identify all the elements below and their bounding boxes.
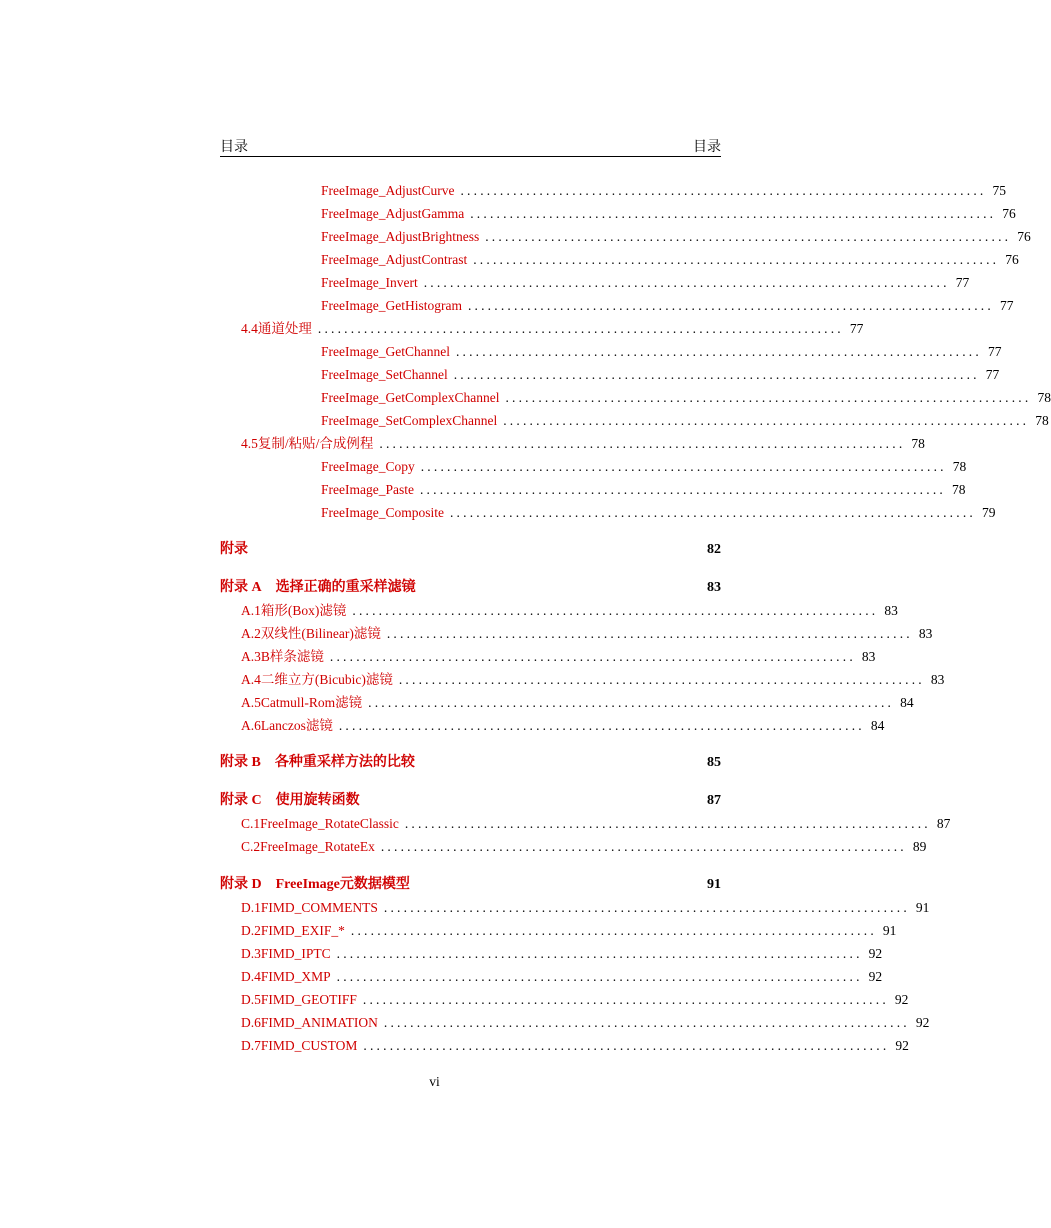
dot-leader: ................................................................................: [380, 839, 907, 854]
toc-entry-page: 79: [981, 505, 996, 520]
toc-entry-page: 89: [912, 839, 927, 854]
dot-leader: ................................................................................: [383, 900, 910, 915]
toc-entry-page: 78: [951, 482, 966, 497]
dot-leader: ................................................................................: [338, 718, 865, 733]
toc-entry[interactable]: [220, 670, 945, 690]
toc-entry-number: 附录 B: [220, 755, 261, 770]
toc-entry-page: 76: [1017, 229, 1031, 244]
toc-entry-page: 92: [915, 1015, 930, 1030]
toc-entry-number: D.2: [241, 923, 261, 938]
dot-leader: ................................................................................: [449, 505, 976, 520]
toc-entry-number: C.2: [241, 839, 261, 854]
dot-leader: ................................................................................: [419, 482, 946, 497]
toc-entry-title[interactable]: 双线性(Bilinear)滤镜: [260, 626, 381, 641]
dot-leader: ................................................................................: [368, 695, 895, 710]
toc-entry[interactable]: [220, 875, 721, 895]
toc-entry-number: A.5: [241, 695, 261, 710]
dot-leader: ................................................................................: [473, 252, 1000, 267]
dot-leader: ................................................................................: [383, 1015, 910, 1030]
toc-entry-title[interactable]: Lanczos滤镜: [260, 718, 333, 733]
toc-entry[interactable]: [220, 480, 966, 500]
toc-entry-page: 92: [894, 992, 909, 1007]
toc-entry-title[interactable]: FIMD_GEOTIFF: [260, 992, 357, 1007]
toc-entry-page: 91: [707, 877, 721, 892]
header-right: 目录: [693, 139, 721, 155]
toc-entry-title[interactable]: FIMD_XMP: [260, 969, 331, 984]
toc-entry-page: 82: [707, 542, 721, 557]
toc-entry-number: A.1: [241, 603, 261, 618]
toc-entry-title[interactable]: 箱形(Box)滤镜: [260, 603, 347, 618]
toc-entry-title[interactable]: FreeImage_SetChannel: [321, 367, 448, 382]
dot-leader: ................................................................................: [470, 206, 997, 221]
toc-entry[interactable]: [220, 753, 721, 773]
dot-leader: ................................................................................: [505, 390, 1032, 405]
toc-entry-title[interactable]: FIMD_EXIF_*: [260, 923, 345, 938]
toc-entry-title[interactable]: FreeImage_Composite: [321, 505, 444, 520]
toc-entry-page: 77: [955, 275, 970, 290]
toc-entry[interactable]: [220, 967, 883, 987]
toc-entry[interactable]: [220, 434, 925, 454]
dot-leader: ................................................................................: [379, 436, 906, 451]
toc-entry-number: 附录 C: [220, 793, 262, 808]
dot-leader: ................................................................................: [336, 946, 863, 961]
header-left: 目录: [220, 139, 248, 155]
toc-entry[interactable]: [220, 388, 1051, 408]
toc-entry-page: 91: [915, 900, 930, 915]
toc-entry-page: 92: [868, 946, 883, 961]
dot-leader: ................................................................................: [362, 992, 889, 1007]
dot-leader: ................................................................................: [329, 649, 856, 664]
toc-entry-number: 附录 A: [220, 580, 262, 595]
toc-entry[interactable]: [220, 578, 721, 598]
toc-entry[interactable]: [220, 296, 1014, 316]
toc-entry[interactable]: [220, 647, 876, 667]
toc-entry-number: 4.5: [241, 436, 258, 451]
toc-entry-page: 78: [952, 459, 967, 474]
toc-entry-number: A.6: [241, 718, 261, 733]
toc-entry-page: 77: [999, 298, 1014, 313]
toc-entry-number: 附录 D: [220, 877, 262, 892]
toc-entry-title[interactable]: FIMD_ANIMATION: [260, 1015, 378, 1030]
toc-entry-number: D.3: [241, 946, 261, 961]
toc-entry-title[interactable]: FreeImage_AdjustCurve: [321, 183, 455, 198]
toc-entry-page: 84: [870, 718, 885, 733]
dot-leader: ................................................................................: [336, 969, 863, 984]
toc-entry-title[interactable]: FreeImage_SetComplexChannel: [321, 413, 498, 428]
dot-leader: ................................................................................: [386, 626, 913, 641]
dot-leader: ................................................................................: [485, 229, 1012, 244]
toc-entry-title[interactable]: 二维立方(Bicubic)滤镜: [260, 672, 393, 687]
toc-entry-number: D.1: [241, 900, 261, 915]
toc-entry-page: 76: [1005, 252, 1019, 267]
toc-entry-page: 84: [900, 695, 914, 710]
toc-entry-title[interactable]: FreeImage_Copy: [321, 459, 415, 474]
toc-entry-page: 83: [861, 649, 876, 664]
dot-leader: ................................................................................: [423, 275, 950, 290]
toc-entry[interactable]: [220, 1013, 930, 1033]
toc-entry-page: 78: [1037, 390, 1051, 405]
toc-entry[interactable]: [220, 540, 721, 560]
toc-entry-title[interactable]: FreeImage_AdjustBrightness: [321, 229, 480, 244]
toc-entry-page: 83: [707, 580, 721, 595]
toc-entry-title[interactable]: 使用旋转函数: [275, 793, 360, 808]
dot-leader: ................................................................................: [420, 459, 947, 474]
dot-leader: ................................................................................: [503, 413, 1030, 428]
toc-entry-number: A.3: [241, 649, 261, 664]
toc-entry[interactable]: [220, 990, 909, 1010]
toc-entry[interactable]: [220, 319, 864, 339]
toc-entry[interactable]: [220, 227, 1031, 247]
toc-entry[interactable]: [220, 693, 914, 713]
dot-leader: ................................................................................: [404, 816, 931, 831]
toc-entry-number: D.4: [241, 969, 261, 984]
toc-entry-title[interactable]: FreeImage_GetComplexChannel: [321, 390, 500, 405]
page-number: vi: [429, 1074, 440, 1089]
toc-entry-title[interactable]: Catmull-Rom滤镜: [260, 695, 363, 710]
toc-entry-page: 78: [1035, 413, 1049, 428]
toc-entry-number: C.1: [241, 816, 261, 831]
toc-entry-title[interactable]: FreeImage_Paste: [321, 482, 414, 497]
toc-entry-title[interactable]: 各种重采样方法的比较: [274, 755, 415, 770]
toc-entry-page: 83: [930, 672, 945, 687]
dot-leader: ................................................................................: [460, 183, 987, 198]
toc-entry[interactable]: [220, 716, 885, 736]
toc-entry-title[interactable]: 通道处理: [257, 321, 312, 336]
toc-entry-page: 92: [868, 969, 883, 984]
toc-entry-number: D.7: [241, 1038, 261, 1053]
toc-entry-number: 4.4: [241, 321, 258, 336]
toc-entry[interactable]: [220, 342, 1002, 362]
toc-entry-page: 75: [992, 183, 1006, 198]
toc-entry-title[interactable]: FreeImage元数据模型: [275, 877, 410, 892]
toc-entry-title[interactable]: 附录: [220, 542, 248, 557]
toc-entry[interactable]: [220, 791, 721, 811]
dot-leader: ................................................................................: [453, 367, 980, 382]
toc-entry-title[interactable]: FIMD_CUSTOM: [260, 1038, 358, 1053]
toc-entry[interactable]: [220, 181, 1006, 201]
toc-entry-page: 83: [918, 626, 933, 641]
running-header: [220, 136, 721, 157]
toc-entry[interactable]: [220, 365, 1000, 385]
toc-entry-title[interactable]: FreeImage_AdjustGamma: [321, 206, 465, 221]
toc-entry[interactable]: [220, 250, 1019, 270]
dot-leader: ................................................................................: [363, 1038, 890, 1053]
toc-entry-title[interactable]: FIMD_COMMENTS: [260, 900, 378, 915]
dot-leader: ................................................................................: [398, 672, 925, 687]
toc-entry-page: 76: [1002, 206, 1016, 221]
toc-entry-page: 92: [895, 1038, 909, 1053]
toc-entry[interactable]: [220, 601, 898, 621]
toc-entry-title[interactable]: FIMD_IPTC: [260, 946, 331, 961]
toc-entry-page: 91: [882, 923, 897, 938]
toc-entry-title[interactable]: FreeImage_RotateClassic: [260, 816, 399, 831]
toc-entry[interactable]: [220, 503, 996, 523]
toc-entry-page: 87: [936, 816, 951, 831]
toc-entry-title[interactable]: FreeImage_Invert: [321, 275, 418, 290]
toc-entry[interactable]: [220, 411, 1049, 431]
toc-entry-page: 77: [987, 344, 1002, 359]
toc-entry-title[interactable]: FreeImage_RotateEx: [260, 839, 375, 854]
toc-entry-page: 77: [985, 367, 1000, 382]
toc-entry-title[interactable]: FreeImage_GetHistogram: [321, 298, 462, 313]
dot-leader: ................................................................................: [317, 321, 844, 336]
toc-entry[interactable]: [220, 624, 933, 644]
toc-entry[interactable]: [220, 457, 967, 477]
toc-entry[interactable]: [220, 921, 897, 941]
toc-entry-page: 78: [911, 436, 925, 451]
dot-leader: ................................................................................: [352, 603, 879, 618]
toc-entry[interactable]: [220, 944, 883, 964]
toc-entry-title[interactable]: B样条滤镜: [260, 649, 324, 664]
toc-entry[interactable]: [220, 814, 951, 834]
dot-leader: ................................................................................: [350, 923, 877, 938]
toc-entry-number: D.6: [241, 1015, 261, 1030]
toc-entry[interactable]: [220, 837, 927, 857]
toc-entry-page: 85: [707, 755, 721, 770]
toc-entry-page: 83: [884, 603, 898, 618]
toc-entry-page: 77: [849, 321, 864, 336]
toc-entry[interactable]: [220, 204, 1016, 224]
toc-entry-title[interactable]: 复制/粘贴/合成例程: [257, 436, 374, 451]
toc-entry-title[interactable]: 选择正确的重采样滤镜: [275, 580, 416, 595]
toc-entry-title[interactable]: FreeImage_GetChannel: [321, 344, 450, 359]
dot-leader: ................................................................................: [467, 298, 994, 313]
toc-entry[interactable]: [220, 1036, 909, 1056]
toc-entry-page: 87: [707, 793, 721, 808]
toc-entry[interactable]: [220, 898, 930, 918]
toc-entry-title[interactable]: FreeImage_AdjustContrast: [321, 252, 468, 267]
dot-leader: ................................................................................: [455, 344, 982, 359]
toc-entry-number: D.5: [241, 992, 261, 1007]
toc-entry[interactable]: [220, 273, 970, 293]
toc-entry-number: A.2: [241, 626, 261, 641]
toc-entry-number: A.4: [241, 672, 261, 687]
